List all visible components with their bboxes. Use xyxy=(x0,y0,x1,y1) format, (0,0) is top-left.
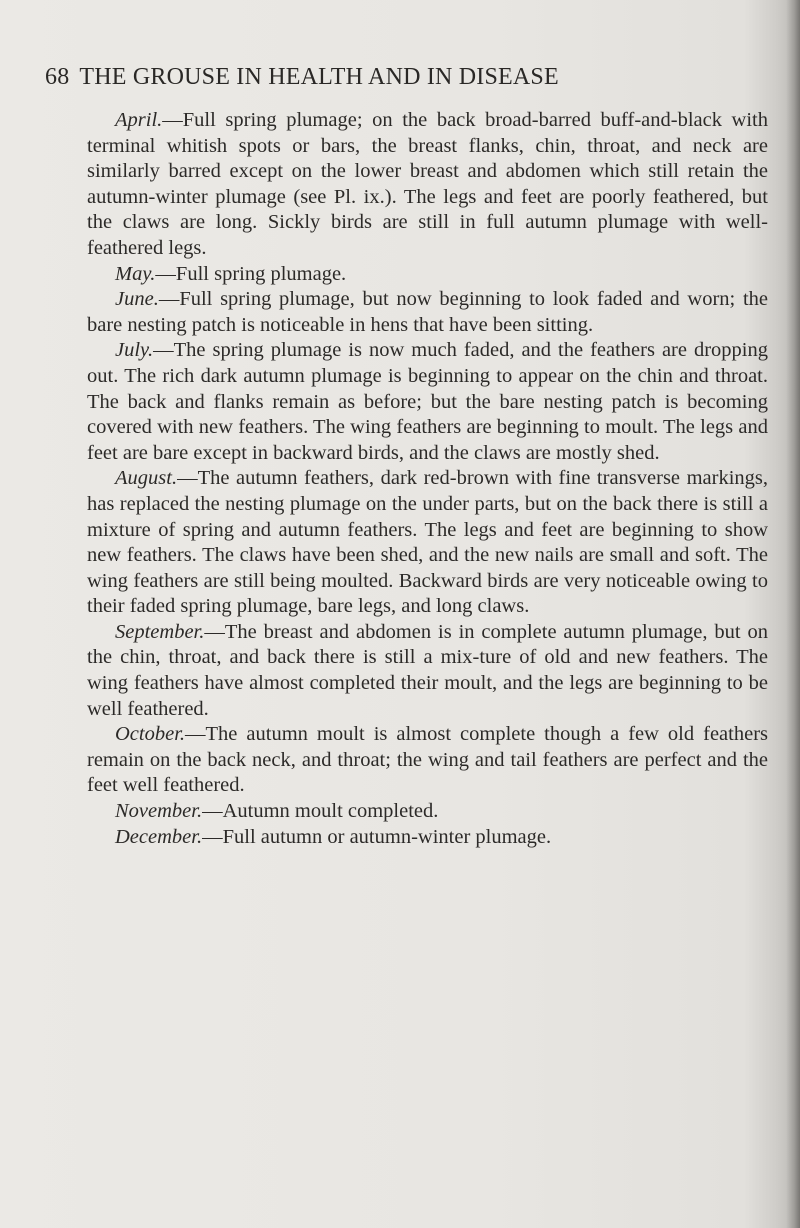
paragraph-text: —Full spring plumage. xyxy=(155,262,347,285)
paragraph-text: —Autumn moult completed. xyxy=(202,800,439,823)
body-text xyxy=(87,108,768,850)
paragraph-november xyxy=(87,799,768,825)
month-heading: June. xyxy=(115,288,159,311)
month-heading: August. xyxy=(115,467,178,490)
month-heading: December. xyxy=(115,825,203,848)
running-title: THE GROUSE IN HEALTH AND IN DISEASE xyxy=(79,64,559,90)
running-head xyxy=(45,64,559,91)
month-heading: October. xyxy=(115,723,186,746)
paragraph-text: —Full spring plumage, but now beginning to look faded and worn; the bare nesting patch is noticeable in hens that have been sitting. xyxy=(87,288,768,336)
paragraph-october xyxy=(87,722,768,799)
paragraph-december xyxy=(87,825,768,851)
month-heading: April. xyxy=(115,109,163,131)
paragraph-text: —The breast and abdomen is in complete autumn plumage, but on the chin, throat, and back there is still a mix-ture of old and new feathers. The wing feathers have almost completed their moult, and the legs are beginning to be well feathered. xyxy=(87,620,768,720)
paragraph-july xyxy=(87,338,768,466)
paragraph-text: —Full autumn or autumn-winter plumage. xyxy=(202,825,552,848)
paragraph-april xyxy=(87,108,768,262)
paragraph-may xyxy=(87,262,768,288)
paragraph-text: —The autumn moult is almost complete though a few old feathers remain on the back neck, and throat; the wing and tail feathers are perfect and the feet well feathered. xyxy=(87,723,768,797)
paragraph-text: —The autumn feathers, dark red-brown with fine transverse markings, has replaced the nesting plumage on the under parts, but on the back there is still a mixture of spring and autumn feathers. The legs and feet are beginning to show new feathers. The claws have been shed, and the new nails are small and soft. The wing feathers are still being moulted. Backward birds are very noticeable owing to their faded spring plumage, bare legs, and long claws. xyxy=(87,467,768,618)
page-edge-shadow xyxy=(786,0,800,1228)
month-heading: September. xyxy=(115,620,205,643)
month-heading: July. xyxy=(115,339,154,362)
paragraph-text: —The spring plumage is now much faded, and the feathers are dropping out. The rich dark autumn plumage is beginning to appear on the chin and throat. The back and flanks remain as before; but the bare nesting patch is becoming covered with new feathers. The wing feathers are beginning to moult. The legs and feet are bare except in backward birds, and the claws are mostly shed. xyxy=(87,339,768,464)
paragraph-september xyxy=(87,620,768,722)
paragraph-june xyxy=(87,287,768,338)
paragraph-august xyxy=(87,466,768,620)
page-number: 68 xyxy=(45,64,70,90)
month-heading: November. xyxy=(115,800,203,823)
paragraph-text: —Full spring plumage; on the back broad-barred buff-and-black with terminal whitish spots or bars, the breast flanks, chin, throat, and neck are similarly barred except on the lower breast and abdomen which still retain the autumn-winter plumage (see Pl. ix.). The legs and feet are poorly feathered, but the claws are long. Sickly birds are still in full autumn plumage with well-feathered legs. xyxy=(87,109,768,259)
month-heading: May. xyxy=(115,262,156,285)
